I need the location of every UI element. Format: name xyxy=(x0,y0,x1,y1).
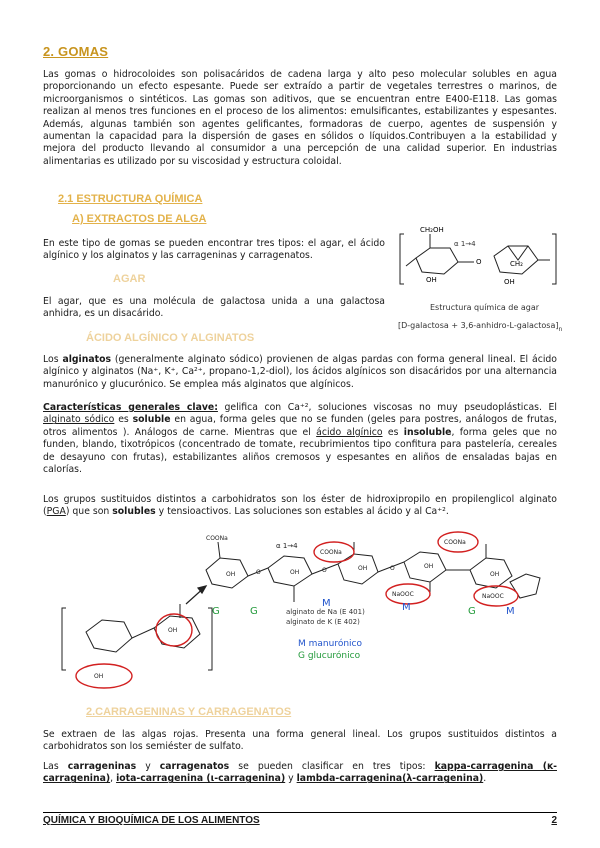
naooc-label-2: NaOOC xyxy=(482,593,504,600)
alginate-oh-6: OH xyxy=(168,627,178,634)
coona-label-1: COONa xyxy=(206,535,228,542)
footer-title: QUÍMICA Y BIOQUÍMICA DE LOS ALIMENTOS xyxy=(43,815,260,826)
agar-oh-label-1: OH xyxy=(426,276,437,284)
alginate-oh-5: OH xyxy=(490,571,500,578)
caracteristicas-paragraph: Características generales clave: gelifica con Ca⁺², soluciones viscosas no muy pseudoplásticas. El alginato sódico es soluble en agua, forma geles que no se funden (geles para postres, análogos de frutas, otros alimentos ). Análogos de carne. Mientras que el ácido algínico es insoluble, forma geles que no funden, blando, tixotrópicos (concentrado de tomate, recubrimientos tipo confitura para pastelería, cereales de desayuno con frutas), estabilizantes aliños cremosos y espesantes en aliños de ensaladas bajas en calorías. xyxy=(43,402,557,476)
naooc-label-1: NaOOC xyxy=(392,591,414,598)
legend-manuronico: M manurónico xyxy=(298,639,362,649)
agar-ch2oh-label: CH₂OH xyxy=(420,226,444,234)
sugar-label-m2: M xyxy=(402,602,411,613)
subheading-carrageninas: 2.CARRAGENINAS Y CARRAGENATOS xyxy=(86,706,292,718)
coona-label-3: COONa xyxy=(444,539,466,546)
agar-paragraph: El agar, que es una molécula de galactosa unida a una galactosa anhidra, es un disacárido. xyxy=(43,296,385,320)
carrageninas-paragraph-1: Se extraen de las algas rojas. Presenta una forma general lineal. Los grupos sustituidos distintos a carbohidratos son los semiéster de sulfato. xyxy=(43,729,557,753)
agar-oh-label-2: OH xyxy=(504,278,515,286)
agar-structure-figure xyxy=(394,222,562,332)
coona-label-2: COONa xyxy=(320,549,342,556)
subheading-acido-alginico: ÁCIDO ALGÍNICO Y ALGINATOS xyxy=(86,332,255,344)
carrageninas-paragraph-2: Las carrageninas y carragenatos se pueden clasificar en tres tipos: kappa-carragenina (ĸ-carragenina), iota-carragenina (ι-carragenina) y lambda-carragenina(λ-carragenina). xyxy=(43,761,557,785)
agar-ch2-label: CH₂ xyxy=(510,260,523,268)
alginate-structure-figure xyxy=(58,528,558,698)
subheading-estructura: 2.1 ESTRUCTURA QUÍMICA xyxy=(58,193,203,205)
agar-caption: Estructura química de agar xyxy=(430,303,540,312)
agar-link-label: α 1→4 xyxy=(454,240,476,248)
alginate-o-2: O xyxy=(322,567,327,574)
intro-paragraph: Las gomas o hidrocoloides son polisacáridos de cadena larga y alto peso molecular solubles en agua proporcionando un efecto espesante. Puede ser extraído a partir de vegetales terrestres o marinos, de microorganismos o sintéticos. Las gomas son aditivos, que se encuentran entre E400-E118. Las gomas realizan al menos tres funciones en el proceso de los alimentos: emulsificantes, estabilizantes y espesantes. Además, algunas también son agentes gelificantes, formadoras de cuerpo, agentes de suspensión y aumentan la capacidad para la dispersión de gases en sólidos o líquidos.Contribuyen a la estabilidad y mejora del producto llevando al consumidor a una percepción de una calidad superior. En industrias alimentarias es utilizado por su viscosidad y estructura coloidal. xyxy=(43,69,557,167)
sugar-label-m3: M xyxy=(506,606,515,617)
alginate-o-1: O xyxy=(256,569,261,576)
alginatos-paragraph: Los alginatos (generalmente alginato sódico) provienen de algas pardas con forma general lineal. El ácido algínico y alginatos (Na⁺, K⁺, Ca²⁺, propano-1,2-diol), los ácidos algínicos son disacáridos por una alternancia manurónico y glucurónico. Se emplea más alginatos que algínicos. xyxy=(43,354,557,390)
agar-formula: [D-galactosa + $3,6-anhidro-L-galactosa]_n$ xyxy=(398,321,562,332)
subheading-agar: AGAR xyxy=(113,273,146,285)
sugar-label-g3: G xyxy=(468,606,476,617)
legend-glucuronico: G glucurónico xyxy=(298,651,361,661)
alginate-o-3: O xyxy=(390,565,395,572)
subheading-extractos-alga: A) EXTRACTOS DE ALGA xyxy=(72,213,207,225)
footer-rule xyxy=(43,812,557,813)
alginate-oh-7: OH xyxy=(94,673,104,680)
alginate-oh-3: OH xyxy=(358,565,368,572)
sugar-label-g1: G xyxy=(212,606,220,617)
sugar-label-g2: G xyxy=(250,606,258,617)
section-title: 2. GOMAS xyxy=(43,44,109,59)
alginate-k-label: alginato de K (E 402) xyxy=(286,618,360,626)
algae-paragraph: En este tipo de gomas se pueden encontrar tres tipos: el agar, el ácido algínico y los alginatos y las carrageninas y carragenatos. xyxy=(43,238,385,262)
alginate-na-label: alginato de Na (E 401) xyxy=(286,608,365,616)
alginate-oh-1: OH xyxy=(226,571,236,578)
alginate-oh-4: OH xyxy=(424,563,434,570)
pga-paragraph: Los grupos sustituidos distintos a carbohidratos son los éster de hidroxipropilo en propilenglicol alginato (PGA) que son solubles y tensioactivos. Las soluciones son estables al ácido y al Ca⁺². xyxy=(43,494,557,518)
page-number: 2 xyxy=(551,815,557,826)
alginate-oh-2: OH xyxy=(290,569,300,576)
alginate-link-label: α 1→4 xyxy=(276,542,298,550)
agar-o-label: O xyxy=(476,258,482,266)
sugar-label-m1: M xyxy=(322,598,331,609)
